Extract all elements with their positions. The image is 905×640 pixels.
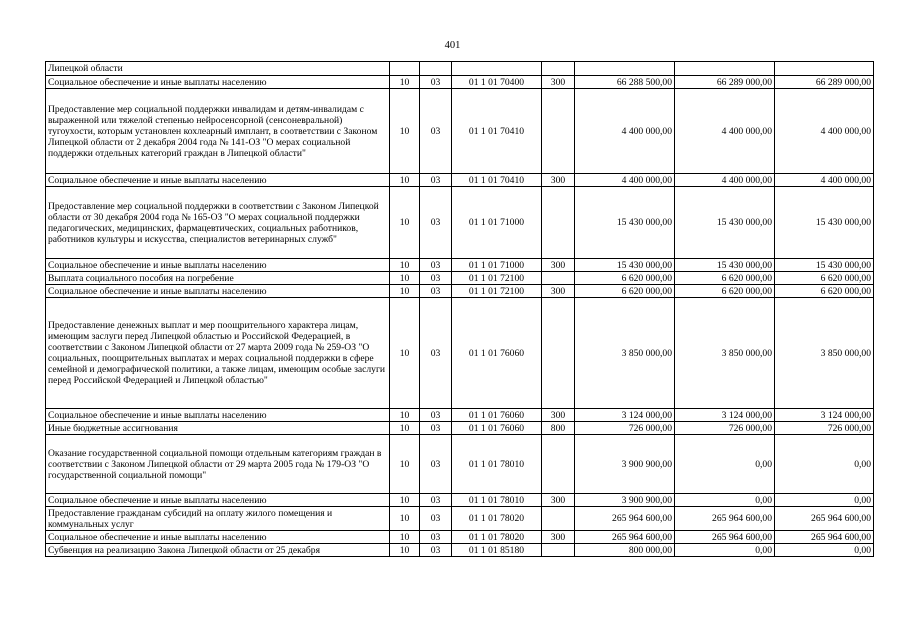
amount-cell-3: 265 964 600,00 [775,507,874,531]
description-cell: Липецкой области [46,62,390,76]
amount-cell-2: 265 964 600,00 [675,507,775,531]
section-cell [390,62,420,76]
section-cell: 10 [390,298,420,409]
target-code-cell: 01 1 01 72100 [452,272,542,285]
section-cell: 10 [390,285,420,298]
target-code-cell: 01 1 01 78010 [452,435,542,494]
target-code-cell: 01 1 01 71000 [452,259,542,272]
section-cell: 10 [390,174,420,187]
target-code-cell: 01 1 01 71000 [452,187,542,259]
subsection-cell: 03 [420,531,452,544]
description-cell: Предоставление гражданам субсидий на оплату жилого помещения и коммунальных услуг [46,507,390,531]
subsection-cell: 03 [420,89,452,174]
target-code-cell: 01 1 01 85180 [452,544,542,557]
subsection-cell: 03 [420,409,452,422]
amount-cell-3: 265 964 600,00 [775,531,874,544]
expense-type-cell [542,298,575,409]
amount-cell-1: 3 124 000,00 [575,409,675,422]
table-row [46,272,874,285]
target-code-cell: 01 1 01 70410 [452,89,542,174]
expense-type-cell [542,272,575,285]
table-row [46,494,874,507]
expense-type-cell [542,187,575,259]
amount-cell-1: 800 000,00 [575,544,675,557]
amount-cell-2: 3 124 000,00 [675,409,775,422]
subsection-cell: 03 [420,494,452,507]
subsection-cell: 03 [420,285,452,298]
amount-cell-2 [675,62,775,76]
subsection-cell: 03 [420,187,452,259]
description-cell: Предоставление денежных выплат и мер поощрительного характера лицам, имеющим заслуги перед Липецкой областью и Российской Федерацией, в соответствии с Законом Липецкой области от 27 марта 2009 года № 259-ОЗ "О социальных, поощрительных выплатах и мерах социальной поддержки в сфере семейной и демографической политики, а также лицам, имеющим особые заслуги перед Российской Федерацией и Липецкой областью" [46,298,390,409]
expense-type-cell: 300 [542,531,575,544]
target-code-cell [452,62,542,76]
amount-cell-3: 15 430 000,00 [775,259,874,272]
subsection-cell [420,62,452,76]
expense-type-cell: 300 [542,285,575,298]
section-cell: 10 [390,187,420,259]
subsection-cell: 03 [420,298,452,409]
expense-type-cell: 300 [542,409,575,422]
target-code-cell: 01 1 01 76060 [452,422,542,435]
table-row [46,435,874,494]
section-cell: 10 [390,422,420,435]
amount-cell-2: 265 964 600,00 [675,531,775,544]
subsection-cell: 03 [420,507,452,531]
subsection-cell: 03 [420,259,452,272]
amount-cell-1: 726 000,00 [575,422,675,435]
subsection-cell: 03 [420,272,452,285]
table-row [46,76,874,89]
amount-cell-2: 4 400 000,00 [675,89,775,174]
amount-cell-1: 3 850 000,00 [575,298,675,409]
description-cell: Предоставление мер социальной поддержки в соответствии с Законом Липецкой области от 30 декабря 2004 года № 165-ОЗ "О мерах социальной поддержки педагогических, медицинских, фармацевтических, социальных работников, работников культуры и искусства, специалистов ветеринарных служб" [46,187,390,259]
section-cell: 10 [390,435,420,494]
table-row [46,62,874,76]
section-cell: 10 [390,76,420,89]
target-code-cell: 01 1 01 70400 [452,76,542,89]
expense-type-cell [542,507,575,531]
section-cell: 10 [390,89,420,174]
amount-cell-3: 726 000,00 [775,422,874,435]
subsection-cell: 03 [420,76,452,89]
amount-cell-2: 4 400 000,00 [675,174,775,187]
amount-cell-1: 6 620 000,00 [575,285,675,298]
amount-cell-1: 66 288 500,00 [575,76,675,89]
amount-cell-3: 0,00 [775,544,874,557]
table-row [46,531,874,544]
section-cell: 10 [390,259,420,272]
description-cell: Социальное обеспечение и иные выплаты населению [46,531,390,544]
expense-type-cell: 300 [542,494,575,507]
expense-type-cell: 300 [542,174,575,187]
table-row [46,89,874,174]
description-cell: Предоставление мер социальной поддержки инвалидам и детям-инвалидам с выраженной или тяжелой степенью нейросенсорной (сенсоневральной) тугоухости, которым установлен кохлеарный имплант, в соответствии с Законом Липецкой области от 2 декабря 2004 года № 141-ОЗ "О мерах социальной поддержки отдельных категорий граждан в Липецкой области" [46,89,390,174]
amount-cell-3: 66 289 000,00 [775,76,874,89]
amount-cell-2: 0,00 [675,544,775,557]
amount-cell-3 [775,62,874,76]
description-cell: Социальное обеспечение и иные выплаты населению [46,285,390,298]
table-row [46,259,874,272]
expense-type-cell [542,544,575,557]
section-cell: 10 [390,494,420,507]
expense-type-cell [542,62,575,76]
description-cell: Социальное обеспечение и иные выплаты населению [46,494,390,507]
expense-type-cell [542,435,575,494]
description-cell: Оказание государственной социальной помощи отдельным категориям граждан в соответствии с Законом Липецкой области от 29 марта 2005 года № 179-ОЗ "О государственной социальной помощи" [46,435,390,494]
amount-cell-3: 15 430 000,00 [775,187,874,259]
target-code-cell: 01 1 01 78010 [452,494,542,507]
amount-cell-1: 6 620 000,00 [575,272,675,285]
table-row [46,285,874,298]
amount-cell-1: 3 900 900,00 [575,494,675,507]
amount-cell-2: 726 000,00 [675,422,775,435]
section-cell: 10 [390,544,420,557]
section-cell: 10 [390,409,420,422]
description-cell: Социальное обеспечение и иные выплаты населению [46,76,390,89]
target-code-cell: 01 1 01 78020 [452,531,542,544]
table-row [46,298,874,409]
description-cell: Выплата социального пособия на погребение [46,272,390,285]
amount-cell-3: 4 400 000,00 [775,89,874,174]
section-cell: 10 [390,272,420,285]
description-cell: Социальное обеспечение и иные выплаты населению [46,174,390,187]
table-row [46,422,874,435]
amount-cell-1: 4 400 000,00 [575,174,675,187]
amount-cell-1: 265 964 600,00 [575,507,675,531]
subsection-cell: 03 [420,422,452,435]
amount-cell-3: 0,00 [775,494,874,507]
expense-type-cell: 300 [542,76,575,89]
amount-cell-2: 3 850 000,00 [675,298,775,409]
amount-cell-3: 6 620 000,00 [775,272,874,285]
expense-type-cell [542,89,575,174]
target-code-cell: 01 1 01 76060 [452,409,542,422]
table-row [46,544,874,557]
amount-cell-2: 0,00 [675,435,775,494]
budget-table [45,61,874,557]
table-row [46,409,874,422]
amount-cell-2: 15 430 000,00 [675,187,775,259]
amount-cell-2: 6 620 000,00 [675,285,775,298]
target-code-cell: 01 1 01 76060 [452,298,542,409]
page-number: 401 [444,40,461,51]
amount-cell-1 [575,62,675,76]
amount-cell-1: 15 430 000,00 [575,187,675,259]
expense-type-cell: 800 [542,422,575,435]
amount-cell-1: 15 430 000,00 [575,259,675,272]
amount-cell-1: 4 400 000,00 [575,89,675,174]
amount-cell-3: 0,00 [775,435,874,494]
amount-cell-1: 265 964 600,00 [575,531,675,544]
target-code-cell: 01 1 01 78020 [452,507,542,531]
section-cell: 10 [390,507,420,531]
amount-cell-2: 15 430 000,00 [675,259,775,272]
amount-cell-2: 6 620 000,00 [675,272,775,285]
amount-cell-3: 4 400 000,00 [775,174,874,187]
amount-cell-2: 66 289 000,00 [675,76,775,89]
table-row [46,187,874,259]
table-row [46,174,874,187]
target-code-cell: 01 1 01 72100 [452,285,542,298]
amount-cell-3: 3 124 000,00 [775,409,874,422]
table-row [46,507,874,531]
subsection-cell: 03 [420,544,452,557]
subsection-cell: 03 [420,174,452,187]
description-cell: Социальное обеспечение и иные выплаты населению [46,409,390,422]
section-cell: 10 [390,531,420,544]
description-cell: Субвенция на реализацию Закона Липецкой области от 25 декабря [46,544,390,557]
amount-cell-1: 3 900 900,00 [575,435,675,494]
description-cell: Социальное обеспечение и иные выплаты населению [46,259,390,272]
amount-cell-3: 3 850 000,00 [775,298,874,409]
target-code-cell: 01 1 01 70410 [452,174,542,187]
amount-cell-2: 0,00 [675,494,775,507]
expense-type-cell: 300 [542,259,575,272]
subsection-cell: 03 [420,435,452,494]
description-cell: Иные бюджетные ассигнования [46,422,390,435]
amount-cell-3: 6 620 000,00 [775,285,874,298]
